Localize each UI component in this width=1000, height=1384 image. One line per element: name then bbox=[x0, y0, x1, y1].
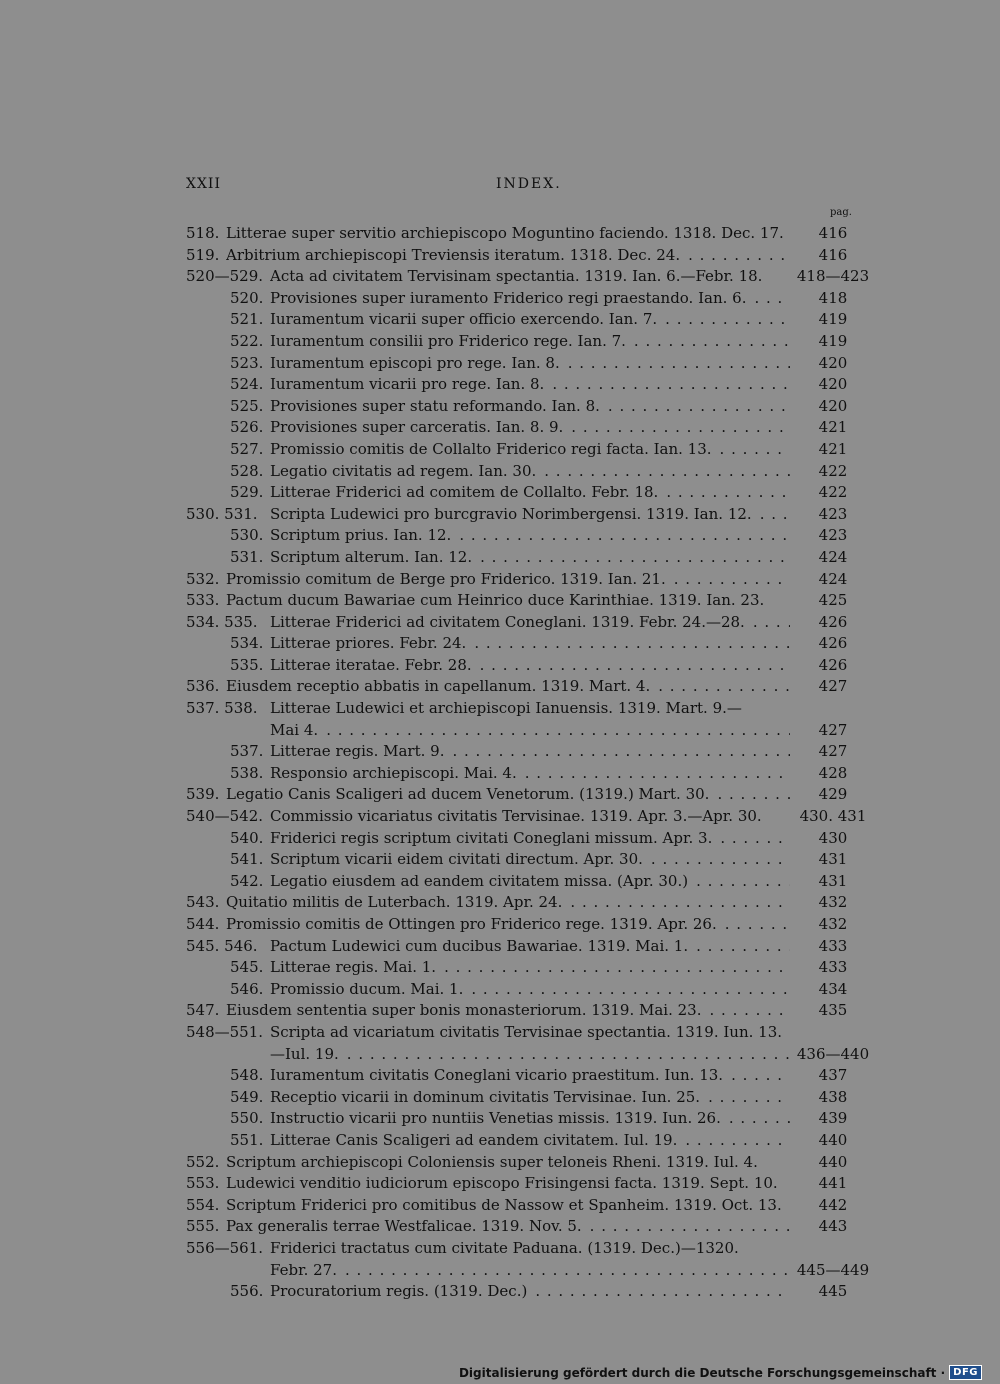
entry-page: 422 bbox=[818, 461, 848, 480]
funding-footer bbox=[459, 1365, 982, 1380]
index-entry bbox=[0, 785, 1000, 807]
entry-page: 419 bbox=[818, 310, 848, 329]
entry-page: 435 bbox=[818, 1001, 848, 1020]
entry-number: 550. bbox=[230, 1109, 264, 1128]
entry-text: Scriptum prius. Ian. 12. . . . bbox=[270, 526, 790, 544]
entry-number: 537. bbox=[230, 742, 264, 761]
entry-page: 442 bbox=[818, 1195, 848, 1214]
index-entry bbox=[0, 462, 1000, 484]
entry-text: Iuramentum episcopi pro rege. Ian. 8. . . . bbox=[270, 354, 790, 372]
entry-text: Legatio eiusdem ad eandem civitatem missa. (Apr. 30.) . . . bbox=[270, 872, 790, 890]
entry-text: Litterae super servitio archiepiscopo Moguntino faciendo. 1318. Dec. 17. bbox=[226, 224, 784, 242]
index-entry bbox=[0, 677, 1000, 699]
index-entry bbox=[0, 1001, 1000, 1023]
entry-number: 518. bbox=[186, 224, 220, 242]
index-entry bbox=[0, 1261, 1000, 1283]
entry-text: Scriptum archiepiscopi Coloniensis super teloneis Rheni. 1319. Iul. 4. bbox=[226, 1152, 758, 1171]
entry-text: Litterae Friderici ad civitatem Coneglani. 1319. Febr. 24.—28. . . . bbox=[270, 613, 790, 631]
entry-text: Litterae regis. Mart. 9. . . . bbox=[270, 742, 790, 760]
index-entry bbox=[0, 656, 1000, 678]
index-entry bbox=[0, 1196, 1000, 1218]
entry-text: Promissio comitis de Collalto Friderico regi facta. Ian. 13. . . . bbox=[270, 440, 790, 458]
entry-text: Promissio ducum. Mai. 1. . . . bbox=[270, 980, 790, 998]
entry-text: Litterae iteratae. Febr. 28. . . . bbox=[270, 656, 790, 674]
entry-text: Acta ad civitatem Tervisinam spectantia. 1319. Ian. 6.—Febr. 18. bbox=[270, 267, 763, 286]
entry-page: 420 bbox=[818, 396, 848, 415]
entry-number: 519. bbox=[186, 245, 220, 264]
entry-page: 440 bbox=[818, 1130, 848, 1149]
index-entry bbox=[0, 483, 1000, 505]
entry-page: 431 bbox=[818, 871, 848, 890]
page-number: XXII bbox=[186, 176, 221, 192]
entry-number: 537. 538. bbox=[186, 699, 258, 718]
entry-text: Mai 4. . . . bbox=[270, 721, 790, 739]
entry-text: Provisiones super iuramento Friderico regi praestando. Ian. 6. . . . bbox=[270, 289, 790, 307]
entry-text: Scriptum vicarii eidem civitati directum. Apr. 30. . . . bbox=[270, 850, 790, 868]
entry-number: 545. 546. bbox=[186, 936, 258, 955]
index-entry bbox=[0, 548, 1000, 570]
entry-page: 420 bbox=[818, 375, 848, 394]
index-entry bbox=[0, 1174, 1000, 1196]
entry-page: 423 bbox=[818, 504, 848, 523]
entry-text: Eiusdem sententia super bonis monasteriorum. 1319. Mai. 23. . . . bbox=[226, 1001, 790, 1019]
entry-text: Litterae Friderici ad comitem de Collalto. Febr. 18. . . . bbox=[270, 483, 790, 501]
entry-page: 445 bbox=[818, 1282, 848, 1301]
entry-text: Litterae regis. Mai. 1. . . . bbox=[270, 958, 790, 976]
index-entry bbox=[0, 354, 1000, 376]
entry-number: 553. bbox=[186, 1174, 220, 1193]
entry-page: 430 bbox=[818, 828, 848, 847]
index-entry bbox=[0, 872, 1000, 894]
entry-page: 430. 431 bbox=[799, 807, 867, 826]
entry-number: 524. bbox=[230, 375, 264, 394]
index-entry bbox=[0, 375, 1000, 397]
index-entry bbox=[0, 246, 1000, 268]
entry-number: 541. bbox=[230, 850, 264, 869]
entry-number: 538. bbox=[230, 763, 264, 782]
index-entry bbox=[0, 1066, 1000, 1088]
entry-text: Friderici tractatus cum civitate Paduana. (1319. Dec.)—1320. bbox=[270, 1238, 739, 1257]
entry-number: 525. bbox=[230, 396, 264, 415]
entry-text: Pax generalis terrae Westfalicae. 1319. Nov. 5. . . . bbox=[226, 1217, 790, 1235]
entry-text: Promissio comitis de Ottingen pro Friderico rege. 1319. Apr. 26. . . . bbox=[226, 915, 790, 933]
entry-number: 535. bbox=[230, 655, 264, 674]
entry-text: Iuramentum vicarii super officio exercendo. Ian. 7. . . . bbox=[270, 310, 790, 328]
entry-page: 433 bbox=[818, 936, 848, 955]
entry-page: 419 bbox=[818, 331, 848, 350]
index-entry bbox=[0, 440, 1000, 462]
entry-number: 539. bbox=[186, 785, 220, 804]
entry-number: 546. bbox=[230, 979, 264, 998]
index-entry bbox=[0, 850, 1000, 872]
entry-page: 425 bbox=[818, 591, 848, 610]
entry-page: 427 bbox=[818, 742, 848, 761]
entry-text: Legatio civitatis ad regem. Ian. 30. . . . bbox=[270, 462, 790, 480]
entry-text: —Iul. 19. . . . bbox=[270, 1045, 790, 1063]
entry-number: 530. 531. bbox=[186, 504, 258, 523]
index-entry bbox=[0, 958, 1000, 980]
entry-page: 426 bbox=[818, 634, 848, 653]
entry-number: 548. bbox=[230, 1066, 264, 1085]
index-entry bbox=[0, 613, 1000, 635]
entry-number: 536. bbox=[186, 677, 220, 696]
index-entry bbox=[0, 289, 1000, 311]
index-entry bbox=[0, 591, 1000, 613]
entry-page: 427 bbox=[818, 677, 848, 696]
index-entry bbox=[0, 310, 1000, 332]
entry-text: Litterae Canis Scaligeri ad eandem civitatem. Iul. 19. . . . bbox=[270, 1131, 790, 1149]
entry-page: 427 bbox=[818, 720, 848, 739]
entry-text: Scriptum Friderici pro comitibus de Nassow et Spanheim. 1319. Oct. 13. bbox=[226, 1195, 782, 1214]
entry-text: Iuramentum consilii pro Friderico rege. Ian. 7. . . . bbox=[270, 332, 790, 350]
entry-number: 543. bbox=[186, 893, 220, 912]
entry-text: Provisiones super carceratis. Ian. 8. 9. . . . bbox=[270, 418, 790, 436]
entry-page: 439 bbox=[818, 1109, 848, 1128]
entry-page: 418—423 bbox=[796, 267, 870, 286]
index-entry bbox=[0, 1217, 1000, 1239]
entry-text: Instructio vicarii pro nuntiis Venetias missis. 1319. Iun. 26. . . . bbox=[270, 1109, 790, 1127]
entry-page: 420 bbox=[818, 353, 848, 372]
entry-number: 552. bbox=[186, 1152, 220, 1171]
entry-page: 426 bbox=[818, 612, 848, 631]
entry-text: Litterae Ludewici et archiepiscopi Ianuensis. 1319. Mart. 9.— bbox=[270, 699, 742, 718]
entry-page: 426 bbox=[818, 655, 848, 674]
index-entry bbox=[0, 332, 1000, 354]
entry-text: Legatio Canis Scaligeri ad ducem Venetorum. (1319.) Mart. 30. . . . bbox=[226, 785, 790, 803]
entry-number: 529. bbox=[230, 483, 264, 502]
entry-number: 540—542. bbox=[186, 807, 264, 826]
entry-text: Litterae priores. Febr. 24. . . . bbox=[270, 634, 790, 652]
entry-page: 424 bbox=[818, 569, 848, 588]
index-entry bbox=[0, 937, 1000, 959]
entry-page: 434 bbox=[818, 979, 848, 998]
index-entry bbox=[0, 829, 1000, 851]
entry-number: 522. bbox=[230, 331, 264, 350]
entry-number: 520. bbox=[230, 288, 264, 307]
entry-text: Ludewici venditio iudiciorum episcopo Frisingensi facta. 1319. Sept. 10. bbox=[226, 1174, 778, 1193]
entry-page: 433 bbox=[818, 958, 848, 977]
entry-page: 432 bbox=[818, 893, 848, 912]
entry-number: 534. 535. bbox=[186, 612, 258, 631]
index-entry bbox=[0, 764, 1000, 786]
index-entry bbox=[0, 505, 1000, 527]
entry-number: 530. bbox=[230, 526, 264, 545]
entry-page: 441 bbox=[818, 1174, 848, 1193]
entry-number: 556. bbox=[230, 1282, 264, 1301]
entry-page: 436—440 bbox=[796, 1044, 870, 1063]
entry-number: 527. bbox=[230, 439, 264, 458]
pag-label: pag. bbox=[830, 207, 852, 218]
entry-page: 443 bbox=[818, 1217, 848, 1236]
entry-number: 545. bbox=[230, 958, 264, 977]
entry-number: 526. bbox=[230, 418, 264, 437]
entry-page: 418 bbox=[818, 288, 848, 307]
entry-text: Pactum Ludewici cum ducibus Bawariae. 1319. Mai. 1. . . . bbox=[270, 937, 790, 955]
index-entry bbox=[0, 1282, 1000, 1304]
entry-page: 416 bbox=[818, 245, 848, 264]
entry-page: 437 bbox=[818, 1066, 848, 1085]
entry-number: 523. bbox=[230, 353, 264, 372]
entry-text: Pactum ducum Bawariae cum Heinrico duce Karinthiae. 1319. Ian. 23. bbox=[226, 591, 765, 610]
entry-page: 428 bbox=[818, 763, 848, 782]
entry-number: 556—561. bbox=[186, 1238, 264, 1257]
index-entry bbox=[0, 418, 1000, 440]
entry-number: 551. bbox=[230, 1130, 264, 1149]
index-entries bbox=[0, 224, 1000, 1304]
entry-page: 424 bbox=[818, 547, 848, 566]
entry-number: 549. bbox=[230, 1087, 264, 1106]
index-entry bbox=[0, 1045, 1000, 1067]
index-entry bbox=[0, 1088, 1000, 1110]
index-entry bbox=[0, 807, 1000, 829]
entry-number: 528. bbox=[230, 461, 264, 480]
entry-number: 531. bbox=[230, 547, 264, 566]
entry-number: 555. bbox=[186, 1217, 220, 1236]
entry-text: Commissio vicariatus civitatis Tervisinae. 1319. Apr. 3.—Apr. 30. bbox=[270, 807, 762, 826]
entry-page: 431 bbox=[818, 850, 848, 869]
entry-number: 532. bbox=[186, 569, 220, 588]
index-entry bbox=[0, 1239, 1000, 1261]
index-entry bbox=[0, 980, 1000, 1002]
entry-text: Iuramentum vicarii pro rege. Ian. 8. . . . bbox=[270, 375, 790, 393]
entry-text: Scriptum alterum. Ian. 12. . . . bbox=[270, 548, 790, 566]
entry-page: 429 bbox=[818, 785, 848, 804]
entry-text: Febr. 27. . . . bbox=[270, 1261, 790, 1279]
index-entry bbox=[0, 1023, 1000, 1045]
index-entry bbox=[0, 224, 1000, 246]
dfg-logo: DFG bbox=[949, 1365, 982, 1380]
index-entry bbox=[0, 915, 1000, 937]
entry-page: 438 bbox=[818, 1087, 848, 1106]
entry-page: 423 bbox=[818, 526, 848, 545]
entry-text: Scripta Ludewici pro burcgravio Norimbergensi. 1319. Ian. 12. . . . bbox=[270, 505, 790, 523]
entry-text: Provisiones super statu reformando. Ian. 8. . . . bbox=[270, 397, 790, 415]
entry-text: Iuramentum civitatis Coneglani vicario praestitum. Iun. 13. . . . bbox=[270, 1066, 790, 1084]
entry-number: 547. bbox=[186, 1001, 220, 1020]
entry-page: 416 bbox=[818, 224, 848, 242]
entry-page: 432 bbox=[818, 915, 848, 933]
entry-text: Responsio archiepiscopi. Mai. 4. . . . bbox=[270, 764, 790, 782]
entry-number: 544. bbox=[186, 915, 220, 933]
entry-number: 521. bbox=[230, 310, 264, 329]
index-entry bbox=[0, 721, 1000, 743]
entry-page: 440 bbox=[818, 1152, 848, 1171]
index-entry bbox=[0, 267, 1000, 289]
entry-number: 554. bbox=[186, 1195, 220, 1214]
index-entry bbox=[0, 1153, 1000, 1175]
index-entry bbox=[0, 526, 1000, 548]
entry-number: 533. bbox=[186, 591, 220, 610]
entry-page: 445—449 bbox=[796, 1260, 870, 1279]
entry-number: 520—529. bbox=[186, 267, 264, 286]
entry-text: Procuratorium regis. (1319. Dec.) . . . bbox=[270, 1282, 790, 1300]
index-entry bbox=[0, 634, 1000, 656]
entry-text: Receptio vicarii in dominum civitatis Tervisinae. Iun. 25. . . . bbox=[270, 1088, 790, 1106]
index-entry bbox=[0, 699, 1000, 721]
index-entry bbox=[0, 1131, 1000, 1153]
entry-number: 548—551. bbox=[186, 1022, 264, 1041]
entry-page: 421 bbox=[818, 439, 848, 458]
page-title: INDEX. bbox=[496, 176, 562, 192]
index-entry bbox=[0, 742, 1000, 764]
entry-text: Arbitrium archiepiscopi Treviensis iteratum. 1318. Dec. 24. . . . bbox=[226, 246, 790, 264]
footer-text: Digitalisierung gefördert durch die Deutsche Forschungsgemeinschaft · bbox=[458, 1365, 946, 1380]
entry-page: 422 bbox=[818, 483, 848, 502]
entry-text: Promissio comitum de Berge pro Friderico. 1319. Ian. 21. . . . bbox=[226, 570, 790, 588]
entry-text: Friderici regis scriptum civitati Coneglani missum. Apr. 3. . . . bbox=[270, 829, 790, 847]
entry-text: Scripta ad vicariatum civitatis Tervisinae spectantia. 1319. Iun. 13. bbox=[270, 1022, 782, 1041]
entry-number: 542. bbox=[230, 871, 264, 890]
index-entry bbox=[0, 397, 1000, 419]
entry-number: 534. bbox=[230, 634, 264, 653]
entry-text: Eiusdem receptio abbatis in capellanum. 1319. Mart. 4. . . . bbox=[226, 677, 790, 695]
entry-number: 540. bbox=[230, 828, 264, 847]
index-entry bbox=[0, 893, 1000, 915]
entry-text: Quitatio militis de Luterbach. 1319. Apr. 24. . . . bbox=[226, 893, 790, 911]
entry-page: 421 bbox=[818, 418, 848, 437]
index-entry bbox=[0, 1109, 1000, 1131]
index-entry bbox=[0, 570, 1000, 592]
